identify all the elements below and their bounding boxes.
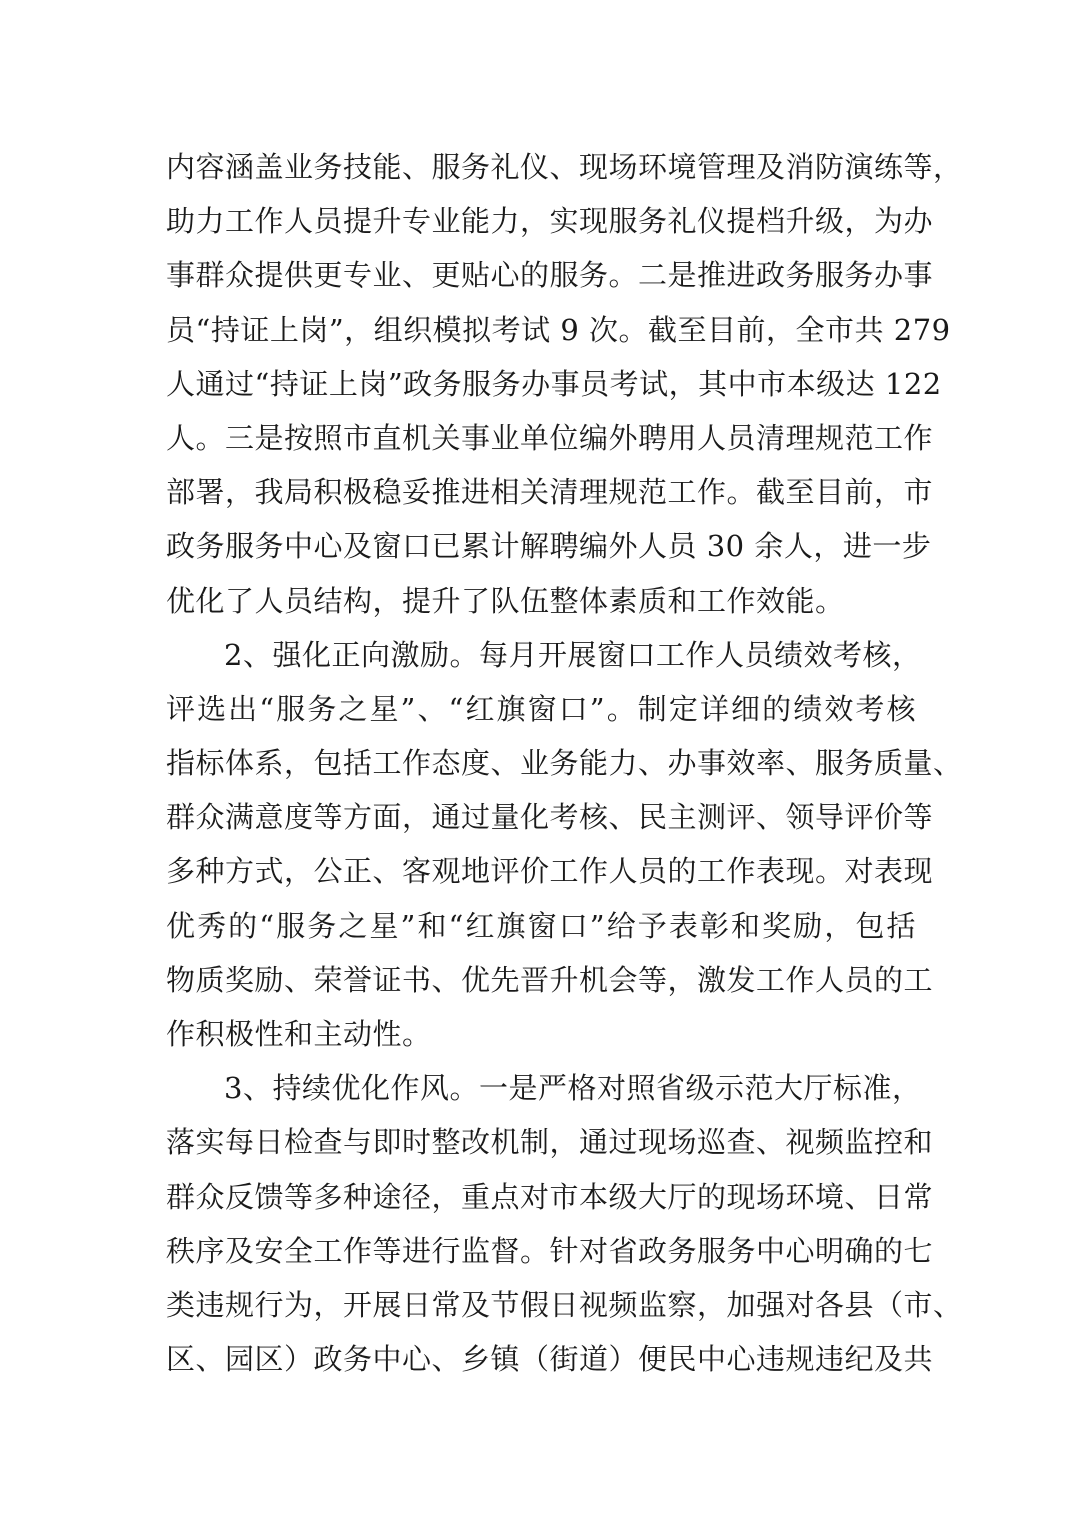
text-line: 优化了人员结构，提升了队伍整体素质和工作效能。 (166, 583, 845, 618)
text-line: 内容涵盖业务技能、服务礼仪、现场环境管理及消防演练等， (166, 150, 963, 184)
text-line: 部署，我局积极稳妥推进相关清理规范工作。截至目前，市 (166, 475, 934, 510)
text-line: 类违规行为，开展日常及节假日视频监察，加强对各县（市、 (166, 1287, 963, 1322)
text-line: 群众满意度等方面，通过量化考核、民主测评、领导评价等 (166, 800, 934, 835)
text-line: 事群众提供更专业、更贴心的服务。二是推进政务服务办事 (166, 258, 934, 293)
text-line: 优秀的“服务之星”和“红旗窗口”给予表彰和奖励，包括 (166, 908, 916, 943)
text-line: 区、园区）政务中心、乡镇（街道）便民中心违规违纪及共 (166, 1342, 934, 1377)
text-line: 助力工作人员提升专业能力，实现服务礼仪提档升级，为办 (166, 204, 934, 239)
text-line: 政务服务中心及窗口已累计解聘编外人员 30 余人，进一步 (166, 529, 932, 564)
text-line: 物质奖励、荣誉证书、优先晋升机会等，激发工作人员的工 (166, 962, 934, 997)
text-line: 评选出“服务之星”、“红旗窗口”。制定详细的绩效考核 (166, 691, 916, 726)
text-line: 人。三是按照市直机关事业单位编外聘用人员清理规范工作 (166, 420, 934, 455)
text-line: 员“持证上岗”，组织模拟考试 9 次。截至目前，全市共 279 (166, 312, 951, 347)
paragraph-3-first-line: 3、持续优化作风。一是严格对照省级示范大厅标准， (224, 1071, 922, 1106)
text-line: 作积极性和主动性。 (166, 1017, 432, 1051)
document-body (166, 140, 963, 1386)
text-line: 群众反馈等多种途径，重点对市本级大厅的现场环境、日常 (166, 1179, 934, 1214)
text-line: 人通过“持证上岗”政务服务办事员考试，其中市本级达 122 (166, 366, 942, 401)
text-line: 指标体系，包括工作态度、业务能力、办事效率、服务质量、 (166, 746, 963, 781)
text-line: 落实每日检查与即时整改机制，通过现场巡查、视频监控和 (166, 1125, 934, 1160)
text-line: 秩序及安全工作等进行监督。针对省政务服务中心明确的七 (166, 1233, 934, 1268)
text-line: 多种方式，公正、客观地评价工作人员的工作表现。对表现 (166, 854, 934, 889)
paragraph-2-first-line: 2、强化正向激励。每月开展窗口工作人员绩效考核， (224, 637, 922, 672)
